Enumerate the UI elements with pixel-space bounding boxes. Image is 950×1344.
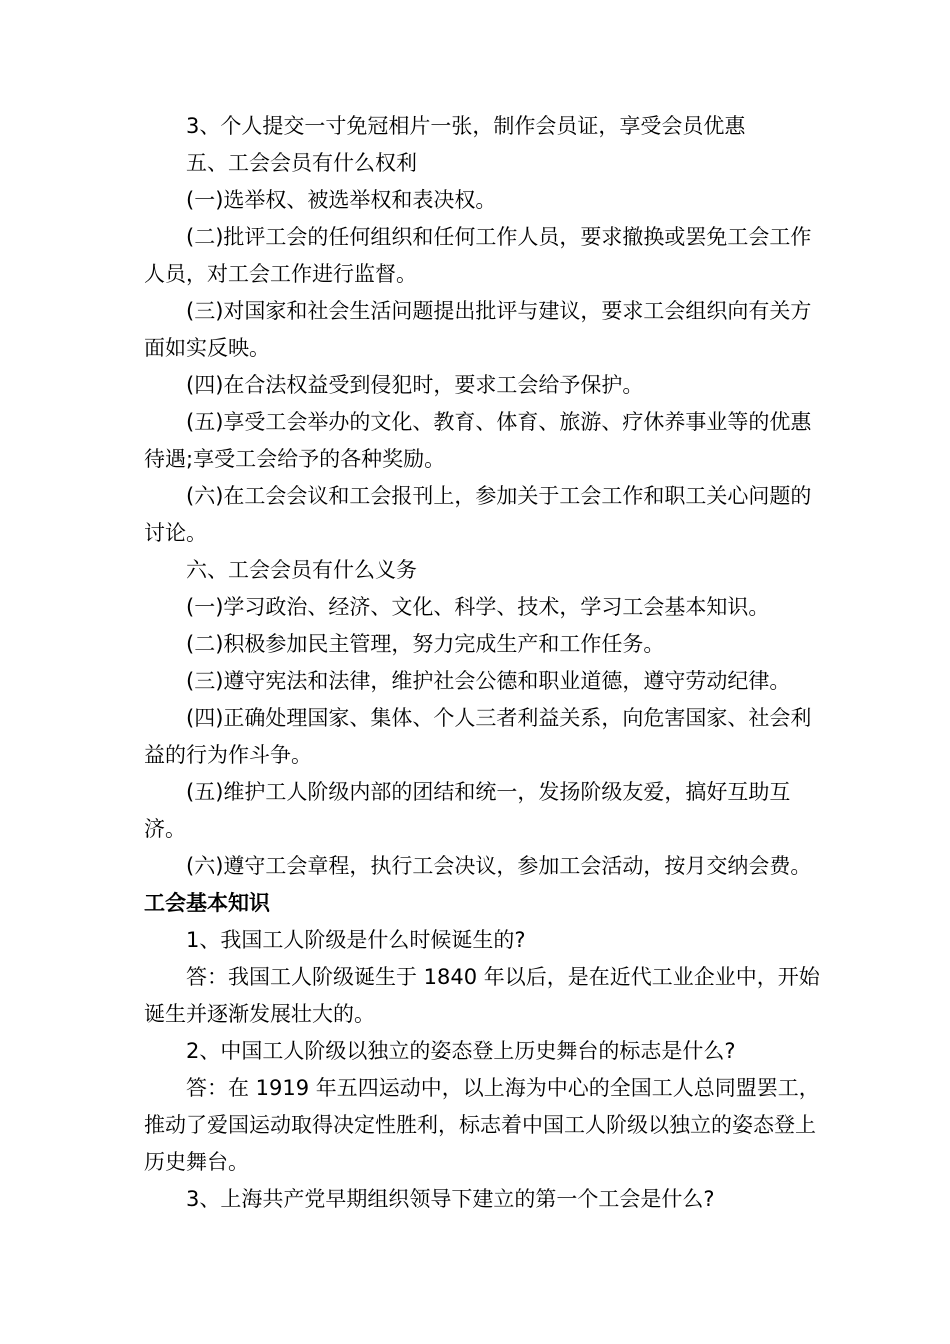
paragraph: (一)学习政治、经济、文化、科学、技术，学习工会基本知识。	[186, 595, 770, 619]
paragraph: (六)在工会会议和工会报刊上，参加关于工会工作和职工关心问题的讨论。	[144, 484, 812, 545]
question: 3、上海共产党早期组织领导下建立的第一个工会是什么?	[186, 1187, 715, 1211]
paragraph: 3、个人提交一寸免冠相片一张，制作会员证，享受会员优惠	[186, 114, 746, 138]
paragraph: (六)遵守工会章程，执行工会决议，参加工会活动，按月交纳会费。	[186, 854, 812, 878]
answer: 答：在 1919 年五四运动中，以上海为中心的全国工人总同盟罢工，推动了爱国运动取得决定性胜利，标志着中国工人阶级以独立的姿态登上历史舞台。	[144, 1076, 820, 1174]
question: 2、中国工人阶级以独立的姿态登上历史舞台的标志是什么?	[186, 1039, 736, 1063]
paragraph: (四)在合法权益受到侵犯时，要求工会给予保护。	[186, 373, 644, 397]
paragraph: (三)对国家和社会生活问题提出批评与建议，要求工会组织向有关方面如实反映。	[144, 299, 812, 360]
paragraph: (四)正确处理国家、集体、个人三者利益关系，向危害国家、社会利益的行为作斗争。	[144, 706, 812, 767]
question: 1、我国工人阶级是什么时候诞生的?	[186, 928, 526, 952]
paragraph: (二)批评工会的任何组织和任何工作人员，要求撤换或罢免工会工作人员，对工会工作进行监督。	[144, 225, 812, 286]
bold-heading: 工会基本知识	[144, 891, 270, 915]
paragraph: (五)享受工会举办的文化、教育、体育、旅游、疗休养事业等的优惠待遇;享受工会给予的各种奖励。	[144, 410, 812, 471]
document-body	[144, 108, 824, 1218]
paragraph: (五)维护工人阶级内部的团结和统一，发扬阶级友爱，搞好互助互济。	[144, 780, 791, 841]
section-heading-duties: 六、工会会员有什么义务	[186, 558, 417, 582]
answer: 答：我国工人阶级诞生于 1840 年以后，是在近代工业企业中，开始诞生并逐渐发展壮大的。	[144, 965, 820, 1026]
paragraph: (一)选举权、被选举权和表决权。	[186, 188, 497, 212]
section-heading-rights: 五、工会会员有什么权利	[186, 151, 417, 175]
paragraph: (二)积极参加民主管理，努力完成生产和工作任务。	[186, 632, 665, 656]
paragraph: (三)遵守宪法和法律，维护社会公德和职业道德，遵守劳动纪律。	[186, 669, 791, 693]
